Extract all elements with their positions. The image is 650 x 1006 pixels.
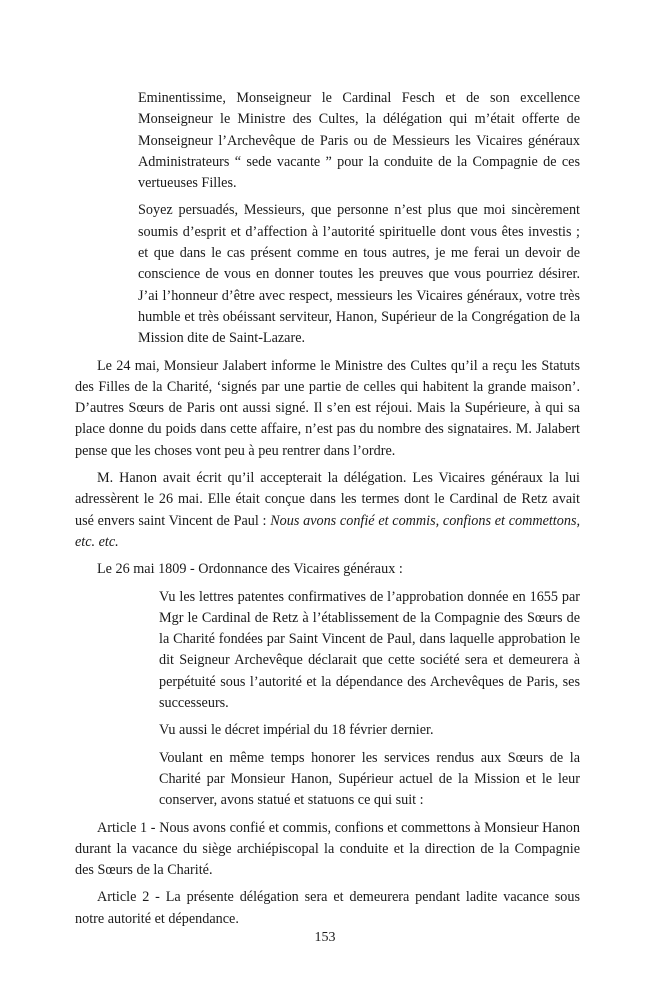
quote-paragraph: Soyez persuadés, Messieurs, que personne n’est plus que moi sincèrement soumis d’esprit et d’affection à l’autorité spirituelle dont vous êtes investis ; et que dans le cas présent comme en tous autres, je me ferai un devoir de conscience de vous en donner toutes les preuves que vous pourriez désirer. J’ai l’honneur d’être avec respect, messieurs les Vicaires généraux, votre très humble et très obéissant serviteur, Hanon, Supérieur de la Congrégation de la Mission dite de Saint-Lazare.: [138, 202, 580, 347]
body-text: M. Hanon avait écrit qu’il accepterait la délégation. Les Vicaires généraux la lui adressèrent le 26 mai. Elle était conçue dans les termes dont le Cardinal de Retz avait usé envers saint Vincent de Paul :: [75, 470, 580, 529]
body-paragraph: Le 26 mai 1809 - Ordonnance des Vicaires généraux :: [97, 561, 403, 578]
page-number: 153: [314, 930, 336, 945]
quote-paragraph: Eminentissime, Monseigneur le Cardinal Fesch et de son excellence Monseigneur le Ministre des Cultes, la délégation qui m’était offerte de Monseigneur l’Archevêque de Paris ou de Messieurs les Vicaires généraux Administrateurs “ sede vacante ” pour la conduite de la Compagnie de ces vertueuses Filles.: [138, 90, 580, 192]
body-paragraph: [75, 468, 580, 553]
body-paragraph: Le 24 mai, Monsieur Jalabert informe le Ministre des Cultes qu’il a reçu les Statuts des Filles de la Charité, ‘signés par une partie de celles qui habitent la grande maison’. D’autres Sœurs de Paris ont aussi signé. Il s’en est réjoui. Mais la Supérieure, à qui sa place donne du poids dans cette affaire, n’est pas du nombre des signataires. M. Jalabert pense que les choses vont peu à peu rentrer dans l’ordre.: [75, 357, 580, 459]
quote-paragraph: Vu aussi le décret impérial du 18 février dernier.: [159, 722, 434, 739]
italic-quote: Nous avons confié et commis, confions et commettons, etc. etc.: [75, 512, 581, 550]
quote-paragraph: Voulant en même temps honorer les services rendus aux Sœurs de la Charité par Monsieur Hanon, Supérieur actuel de la Mission et le leur conserver, avons statué et statuons ce qui suit :: [159, 749, 580, 809]
quote-paragraph: Vu les lettres patentes confirmatives de l’approbation donnée en 1655 par Mgr le Cardinal de Retz à l’établissement de la Compagnie des Sœurs de la Charité fondées par Saint Vincent de Paul, dans laquelle approbation le dit Seigneur Archevêque déclarait que cette société sera et demeurera à perpétuité sous l’autorité et la dépendance des Archevêques de Paris, ses successeurs.: [159, 588, 580, 712]
article-paragraph: Article 1 - Nous avons confié et commis, confions et commettons à Monsieur Hanon durant la vacance du siège archiépiscopal la conduite et la direction de la Compagnie des Sœurs de la Charité.: [75, 819, 580, 879]
quote-block-letter: [138, 88, 580, 350]
article-paragraph: Article 2 - La présente délégation sera et demeurera pendant ladite vacance sous notre autorité et dépendance.: [75, 889, 580, 927]
page-body: [75, 88, 580, 936]
quote-block-ordinance: [159, 587, 580, 812]
